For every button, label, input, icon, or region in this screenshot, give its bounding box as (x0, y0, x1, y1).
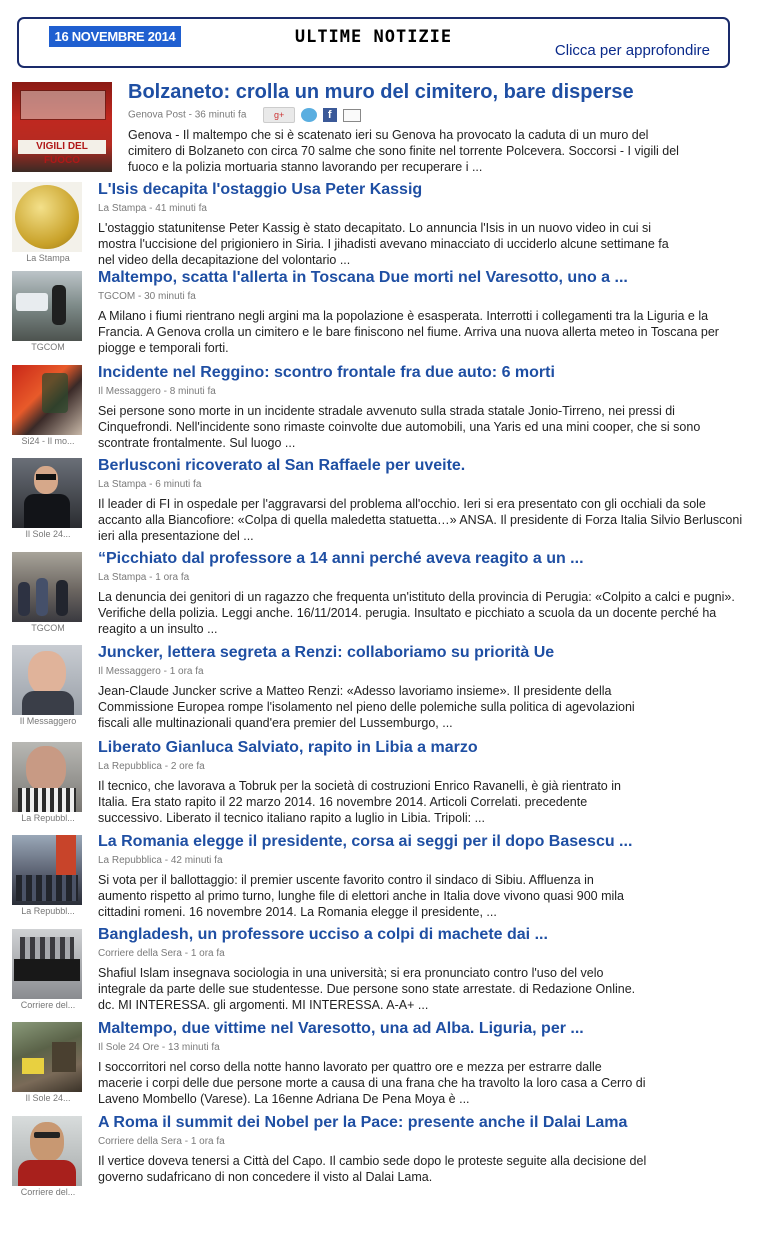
news-title[interactable]: Bolzaneto: crolla un muro del cimitero, bare disperse (128, 81, 634, 103)
news-source: La Stampa - 1 ora fa (98, 572, 190, 583)
news-source: Genova Post - 36 minuti fa (128, 109, 247, 121)
fire-truck-label: VIGILI DEL FUOCO (18, 140, 106, 154)
thumbnail-caption: TGCOM (31, 342, 65, 352)
news-source: Il Sole 24 Ore - 13 minuti fa (98, 1042, 220, 1053)
news-title[interactable]: “Picchiato dal professore a 14 anni perché aveva reagito a un ... (98, 550, 584, 567)
thumbnail-caption: Il Sole 24... (25, 529, 71, 539)
page-title: ULTIME NOTIZIE (294, 27, 453, 47)
news-thumbnail[interactable] (12, 929, 82, 1010)
berlusconi-photo (12, 458, 82, 528)
thumbnail-caption: La Repubbl... (21, 906, 75, 916)
more-info-link[interactable]: Clicca per approfondire (554, 42, 710, 59)
news-snippet: L'ostaggio statunitense Peter Kassig è stato decapitato. Lo annuncia l'Isis in un nuovo video in cui si mostra l'uccisione del prigioniero in Siria. I jihadisti avevano minacciato di ucciderlo alcune settimane fa nel video della decapitazione del volontario ... (98, 221, 669, 267)
news-title[interactable]: La Romania elegge il presidente, corsa ai seggi per il dopo Basescu ... (98, 833, 633, 850)
news-source: La Stampa - 41 minuti fa (98, 203, 207, 214)
thumbnail-caption: Corriere del... (20, 1000, 76, 1010)
news-title[interactable]: Maltempo, due vittime nel Varesotto, una ad Alba. Liguria, per ... (98, 1020, 584, 1037)
news-title[interactable]: Liberato Gianluca Salviato, rapito in Libia a marzo (98, 739, 478, 756)
landslide-image (12, 1022, 82, 1092)
news-title[interactable]: L'Isis decapita l'ostaggio Usa Peter Kassig (98, 181, 423, 198)
news-title[interactable]: Bangladesh, un professore ucciso a colpi di machete dai ... (98, 926, 548, 943)
news-thumbnail[interactable] (12, 645, 82, 726)
fire-truck-image (12, 82, 112, 172)
email-icon[interactable] (343, 109, 361, 122)
news-snippet: I soccorritori nel corso della notte hanno lavorato per quattro ore e mezza per estrarre dalle macerie i corpi delle due persone morte a causa di una frana che ha travolto la loro casa a Cerro di Laveno Mombello (Varese). La 16enne Adriana De Pena Moya è ... (98, 1060, 646, 1106)
news-source: Corriere della Sera - 1 ora fa (98, 1136, 225, 1147)
news-thumbnail[interactable] (12, 1116, 82, 1197)
news-snippet: Il vertice doveva tenersi a Città del Capo. Il cambio sede dopo le proteste seguite alla decisione del governo sudafricano di non concedere il visto al Dalai Lama. (98, 1154, 647, 1184)
news-thumbnail[interactable] (12, 742, 82, 823)
news-title[interactable]: Maltempo, scatta l'allerta in Toscana Due morti nel Varesotto, uno a ... (98, 269, 628, 286)
news-snippet: Il tecnico, che lavorava a Tobruk per la società di costruzioni Enrico Ravanelli, è già rientrato in Italia. Era stato rapito il 22 marzo 2014. 16 novembre 2014. Articoli Correlati. precedente successivo. Liberato il tecnico italiano rapito a luglio in Libia. Tripoli: ... (98, 779, 621, 825)
news-source: TGCOM - 30 minuti fa (98, 291, 196, 302)
thumbnail-caption: Il Sole 24... (25, 1093, 71, 1103)
news-thumbnail[interactable] (12, 271, 82, 352)
news-thumbnail[interactable] (12, 365, 82, 446)
news-title[interactable]: Juncker, lettera segreta a Renzi: collaboriamo su priorità Ue (98, 644, 555, 661)
news-source: La Stampa - 6 minuti fa (98, 479, 202, 490)
thumbnail-caption: Si24 - Il mo... (21, 436, 75, 446)
news-source: Il Messaggero - 8 minuti fa (98, 386, 216, 397)
news-source: La Repubblica - 2 ore fa (98, 761, 205, 772)
twitter-icon[interactable] (301, 108, 317, 122)
thumbnail-caption: Corriere del... (20, 1187, 76, 1197)
date-badge: 16 NOVEMBRE 2014 (49, 26, 181, 47)
news-thumbnail[interactable] (12, 1022, 82, 1103)
thumbnail-caption: La Repubbl... (21, 813, 75, 823)
coin-image (12, 182, 82, 252)
news-source: La Repubblica - 42 minuti fa (98, 855, 223, 866)
flood-street-image (12, 271, 82, 341)
romania-election-image (12, 835, 82, 905)
news-source: Il Messaggero - 1 ora fa (98, 666, 204, 677)
news-title[interactable]: Berlusconi ricoverato al San Raffaele per uveite. (98, 457, 466, 474)
share-buttons (263, 107, 363, 123)
news-snippet: Jean-Claude Juncker scrive a Matteo Renzi: «Adesso lavoriamo insieme». Il presidente della Commissione Europea rompe l'isolamento nel pieno delle polemiche sulla politica di agevolazioni fiscali alle multinazionali quand'era premier del Lussemburgo, ... (98, 684, 635, 730)
news-header (17, 17, 730, 68)
news-snippet: Shafiul Islam insegnava sociologia in una università; si era pronunciato contro l'uso del velo integrale da parte delle sue studentesse. Due persone sono state arrestate. di Redazione Online. dc. MI INTERESSA. gli argomenti. MI INTERESSA. A-A+ ... (98, 966, 636, 1012)
news-title[interactable]: A Roma il summit dei Nobel per la Pace: presente anche il Dalai Lama (98, 1114, 628, 1131)
news-snippet: Il leader di FI in ospedale per l'aggravarsi del problema all'occhio. Ieri si era presentato con gli occhiali da sole accanto alla Biancofiore: «Colpa di quella maledetta statuetta…» ANSA. Il presidente di Forza Italia Silvio Berlusconi ieri alla presentazione del ... (98, 497, 743, 543)
news-source: Corriere della Sera - 1 ora fa (98, 948, 225, 959)
thumbnail-caption: Il Messaggero (19, 716, 77, 726)
news-thumbnail[interactable] (12, 182, 82, 263)
news-snippet: Si vota per il ballottaggio: il premier uscente favorito contro il sindaco di Sibiu. Affluenza in aumento rispetto al primo turno, lunghe file di elettori anche in Italia dove vivono quasi 900 mila cittadini romeni. 16 novembre 2014. La Romania elegge il presidente, ... (98, 873, 625, 919)
school-crowd-image (12, 552, 82, 622)
protest-banner-image (12, 929, 82, 999)
news-snippet: A Milano i fiumi rientrano negli argini ma la popolazione è esasperata. Interrotti i collegamenti tra la Liguria e la Francia. A Genova crolla un cimitero e le bare finiscono nel fiume. Arriva una nuova allerta meteo in Toscana per piogge e temporali forti. (98, 309, 719, 355)
thumbnail-caption: La Stampa (26, 253, 70, 263)
salviato-photo (12, 742, 82, 812)
accident-rescue-image (12, 365, 82, 435)
juncker-photo (12, 645, 82, 715)
news-thumbnail[interactable] (12, 552, 82, 633)
news-thumbnail[interactable] (12, 82, 112, 172)
news-snippet: Sei persone sono morte in un incidente stradale avvenuto sulla strada statale Jonio-Tirreno, nei pressi di Cinquefrondi. Nell'incidente sono rimaste coinvolte due automobili, una Yaris ed una mini cooper, che si sono scontrate frontalmente. Sul luogo ... (98, 404, 701, 450)
news-thumbnail[interactable] (12, 835, 82, 916)
news-thumbnail[interactable] (12, 458, 82, 539)
thumbnail-caption: TGCOM (31, 623, 65, 633)
news-snippet: Genova - Il maltempo che si è scatenato ieri su Genova ha provocato la caduta di un muro del cimitero di Bolzaneto con circa 70 salme che sono finite nel torrente Polcevera. Soccorsi - I vigili del fuoco e la polizia mortuaria stanno lavorando per recuperare i ... (128, 128, 679, 174)
news-snippet: La denuncia dei genitori di un ragazzo che frequenta un'istituto della provincia di Perugia: «Colpito a calci e pugni». Verifiche della polizia. Leggi anche. 16/11/2014. perugia. Insultato e picchiato a scuola da un docente perché ha reagito a un insulto ... (98, 590, 735, 636)
news-title[interactable]: Incidente nel Reggino: scontro frontale fra due auto: 6 morti (98, 364, 555, 381)
dalai-lama-photo (12, 1116, 82, 1186)
google-plus-icon[interactable]: g+ (263, 107, 295, 123)
facebook-icon[interactable]: f (323, 108, 337, 122)
